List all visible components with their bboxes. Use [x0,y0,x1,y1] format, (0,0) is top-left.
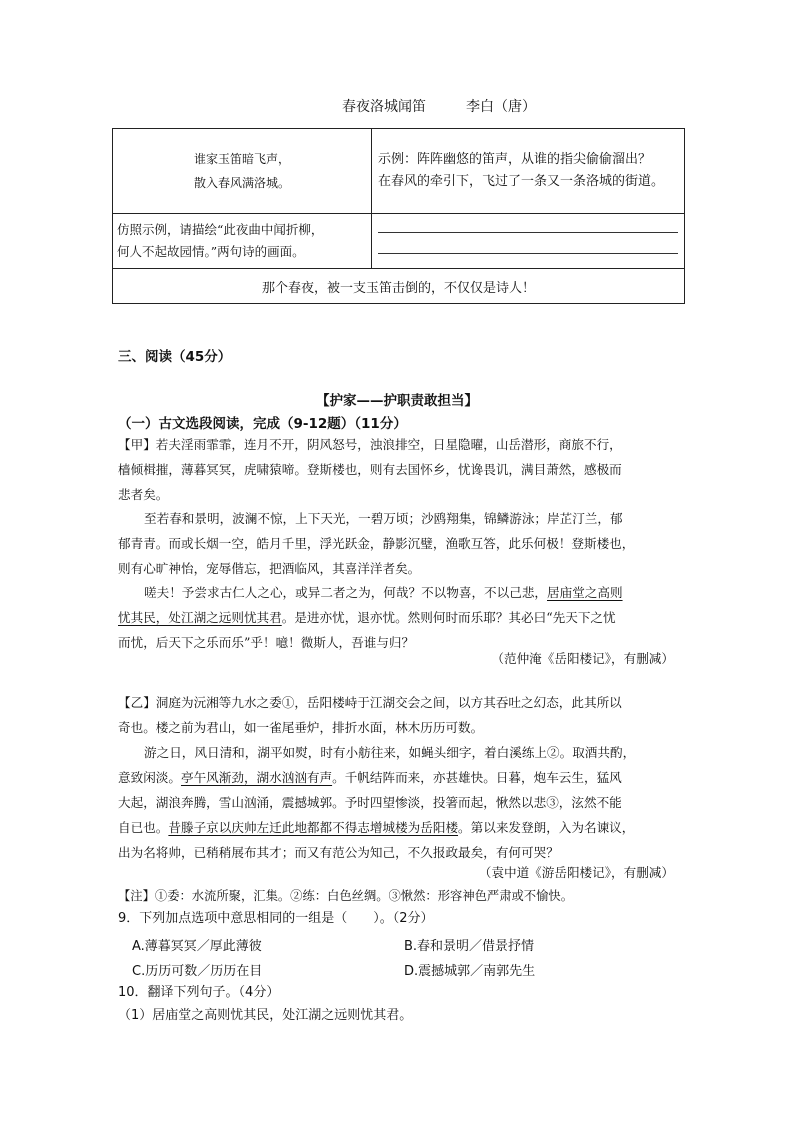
poem-title: 春夜洛城闻笛 [342,99,426,115]
text-line: 而忧，后天下之乐而乐”乎！噫！微斯人，吾谁与归？ [118,635,415,650]
text-line [118,765,678,790]
text-line: 大起，湖浪奔腾，雪山汹涌，震撼城郭。予时四望惨淡，投箸而起，愀然以悲③，泫然不能 [118,795,622,810]
question-9-stem: 9．下列加点选项中意思相同的一组是（ ）。（2分） [118,911,434,926]
notes: 【注】①委：水流所聚，汇集。②练：白色丝绸。③愀然：形容神色严肃或不愉快。 [118,889,573,903]
text-line [118,605,678,630]
underlined-text: 昔滕子京以庆帅左迁此地都都不得志增城楼为岳阳楼 [168,820,459,835]
theme-heading: 【护家——护职责敢担当】 [316,393,478,409]
poem-line: 散入春风满洛城。 [193,176,290,190]
answer-line[interactable] [378,241,678,254]
text-line [118,815,678,840]
text-line: 郁青青。而或长烟一空，皓月千里，浮光跃金，静影沉璧，渔歌互答，此乐何极！登斯楼也， [118,536,635,551]
text-line: 奇也。楼之前为君山，如一雀尾垂炉，排折水面，林木历历可数。 [118,720,484,735]
poem-author: 李白（唐） [466,99,536,115]
text-line: 游之日，风日清和，湖平如熨，时有小舫往来，如蝇头细字，着白溪练上②。取酒共酌， [144,745,636,760]
poem-task-table [112,128,685,304]
underlined-text: 亭午风渐劲，湖水汹汹有声 [180,770,333,785]
jia-paragraph-1 [118,432,678,507]
part-heading: （一）古文选段阅读，完成（9-12题）（11分） [118,416,407,432]
text-span: 自已也。 [118,820,169,835]
text-line: 则有心旷神怡，宠辱偕忘，把酒临风，其喜洋洋者矣。 [118,561,421,576]
question-10-sentence-1: （1）居庙堂之高则忧其民，处江湖之远则忧其君。 [118,1008,413,1023]
yi-paragraph-2 [118,740,678,865]
example-line: 示例：阵阵幽悠的笛声，从谁的指尖偷偷溜出？ [378,152,652,167]
task-instruction-cell [113,214,372,269]
text-line: 【乙】洞庭为沅湘等九水之委①，岳阳楼峙于江湖交会之间，以方其吞吐之幻态，此其所以 [118,695,622,710]
task-line: 何人不起故园情。”两句诗的画面。 [117,244,305,259]
text-line: 悲者矣。 [118,487,169,502]
question-10-stem: 10．翻译下列句子。（4分） [118,985,280,1000]
example-line: 在春风的牵引下，飞过了一条又一条洛城的街道。 [378,174,665,189]
yi-source: （袁中道《游岳阳楼记》，有删减） [478,865,674,880]
text-span: 意致闲淡。 [118,770,181,785]
q9-option-b[interactable]: B.春和景明／借景抒情 [404,939,535,954]
example-cell [372,129,685,214]
underlined-text: 居庙堂之高则 [547,585,623,600]
text-span: 。第以来发登朗，入为名谏议， [458,820,635,835]
text-span: 。千帆结阵而来，亦甚雄快。日暮，炮车云生，猛风 [332,770,622,785]
jia-source: （范仲淹《岳阳楼记》，有删减） [491,651,674,666]
poem-title-line [342,96,536,116]
poem-lines-cell [113,129,372,214]
poem-line: 谁家玉笛暗飞声， [193,152,290,166]
text-span: 嗟夫！予尝求古仁人之心，或异二者之为，何哉？不以物喜，不以己悲， [144,585,547,600]
answer-line[interactable] [378,220,678,233]
text-line: 樯倾楫摧，薄暮冥冥，虎啸猿啼。登斯楼也，则有去国怀乡，忧谗畏讥，满目萧然，感极而 [118,462,622,477]
text-line: 【甲】若夫淫雨霏霏，连月不开，阴风怒号，浊浪排空，日星隐曜，山岳潜形，商旅不行， [118,437,622,452]
table-footer: 那个春夜，被一支玉笛击倒的，不仅仅是诗人！ [113,269,685,304]
q9-option-d[interactable]: D.震撼城郭／南郭先生 [404,964,536,979]
text-line [118,580,678,605]
q9-option-a[interactable]: A.薄暮冥冥／厚此薄彼 [132,939,262,954]
q9-option-c[interactable]: C.历历可数／历历在目 [132,964,263,979]
underlined-text: 忧其民，处江湖之远则忧其君 [118,610,282,625]
yi-paragraph-1 [118,690,678,740]
task-line: 仿照示例，请描绘“此夜曲中闻折柳， [117,222,324,237]
text-span: 。是进亦忧，退亦忧。然则何时而乐耶？其必曰“先天下之忧 [281,610,616,625]
answer-cell[interactable] [372,214,685,269]
jia-paragraph-3 [118,580,678,655]
text-line: 至若春和景明，波澜不惊，上下天光，一碧万顷；沙鸥翔集，锦鳞游泳；岸芷汀兰，郁 [144,511,623,526]
jia-paragraph-2 [118,506,678,581]
section-heading: 三、阅读（45分） [118,349,232,365]
text-line: 出为名将帅，已稍稍展布其才；而又有范公为知己，不久报政最矣，有何可哭？ [118,845,559,860]
